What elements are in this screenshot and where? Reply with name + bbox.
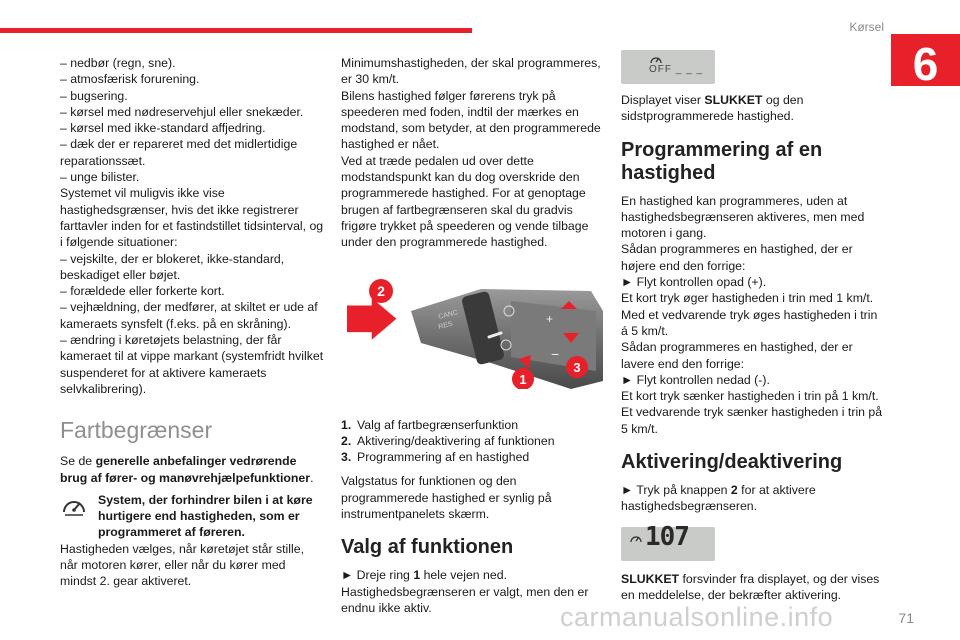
- paragraph: Hastigheden vælges, når køretøjet står stille, når motoren kører, eller når du kører med mindst 2. gear aktiveret.: [60, 541, 304, 589]
- paragraph: Et kort tryk sænker hastigheden i trin på 1 km/t.: [621, 389, 879, 404]
- list-text: Valg af fartbegrænserfunktion: [357, 417, 519, 432]
- step-text: ► Tryk på knappen: [621, 483, 731, 498]
- list-item: [341, 449, 605, 465]
- step-text-end: for at aktivere hastighedsbegrænseren.: [621, 483, 816, 514]
- paragraph: Bilens hastighed følger førerens tryk på speederen med foden, indtil der mærkes en modstand, som betyder, at den programmerede hastighed er nået.: [341, 88, 601, 152]
- step: ► Flyt kontrollen opad (+).: [621, 275, 767, 290]
- bullet-line: – unge bilister.: [60, 170, 140, 185]
- section-heading-activation: Aktivering/deaktivering: [621, 451, 843, 474]
- bullet-line: – bugsering.: [60, 88, 128, 103]
- step-text-end: hele vejen ned.: [420, 568, 507, 583]
- column-1: [60, 55, 324, 590]
- step-bold: 2: [730, 483, 738, 498]
- caption-end: og den sidstprogrammerede hastighed.: [621, 93, 804, 124]
- bullet-line: – kørsel med ikke-standard affjedring.: [60, 121, 266, 136]
- paragraph: [621, 571, 883, 604]
- bullet-line: – vejskilte, der er blokeret, ikke-standard, beskadiget eller bøjet.: [60, 251, 285, 282]
- last-text: forsvinder fra displayet, og der vises en meddelelse, der bekræfter aktivering.: [621, 571, 880, 602]
- svg-text:−: −: [551, 345, 560, 362]
- section-heading-speed-limiter: Fartbegrænser: [60, 417, 213, 444]
- paragraph: Sådan programmeres en hastighed, der er lavere end den forrige:: [621, 340, 853, 371]
- caption-text: Displayet viser: [621, 93, 705, 107]
- step: [621, 482, 883, 515]
- bullet-line: – vejhældning, der medfører, at skiltet er ude af kameraets synsfelt (f.eks. på en skråning).: [60, 300, 318, 331]
- callout-1-label: 1: [519, 371, 527, 387]
- section-title: Kørsel: [849, 20, 884, 34]
- list-number: 2.: [341, 433, 352, 448]
- chapter-tab: [891, 34, 960, 90]
- step-text: ► Drejе ring: [341, 568, 414, 583]
- display-off-text: OFF _ _ _: [649, 64, 704, 75]
- list-item: [341, 417, 605, 433]
- section-heading-programming: Programmering af en hastighed: [621, 138, 823, 184]
- callout-3-label: 3: [573, 359, 581, 375]
- hint-text: System, der forhindrer bilen i at køre hurtigere end hastigheden, som er programmeret af føreren.: [98, 492, 313, 540]
- column-2: [341, 55, 605, 616]
- legend-list: [341, 417, 605, 466]
- caption-bold: SLUKKET: [704, 93, 763, 107]
- display-active: [621, 521, 715, 561]
- step: ► Flyt kontrollen nedad (-).: [621, 372, 770, 387]
- list-text: Aktivering/deaktivering af funktionen: [357, 433, 555, 448]
- display-speed-value: 107: [645, 521, 689, 552]
- column-3: [621, 50, 883, 603]
- last-bold: SLUKKET: [621, 571, 680, 586]
- bullet-line: – forældede eller forkerte kort.: [60, 284, 225, 299]
- steering-lever-illustration: [341, 271, 603, 389]
- bullet-line: – ændring i køretøjets belastning, der får kameraet til at vippe markant (systemfridt hvilket suspenderet for at aktivere kameraets selvkalibrering).: [60, 333, 324, 396]
- intro-end: .: [310, 470, 314, 485]
- svg-text:+: +: [546, 311, 554, 326]
- bullet-line: – dæk der er repareret med det midlertidige reparationssæt.: [60, 137, 298, 168]
- intro-text: Se de: [60, 454, 96, 469]
- display-off: [621, 50, 715, 84]
- paragraph: Sådan programmeres en hastighed, der er højere end den forrige:: [621, 242, 853, 273]
- list-item: [341, 433, 605, 449]
- step-bold: 1: [413, 568, 421, 583]
- lever-label-resume: RES: [437, 320, 454, 331]
- bullet-line: – kørsel med nødreservehjul eller snekæder.: [60, 104, 304, 119]
- speedometer-icon: [629, 532, 643, 544]
- bullet-line: – nedbør (regn, sne).: [60, 56, 176, 70]
- speed-limiter-icon: [60, 494, 88, 520]
- paragraph: Hastighedsbegrænseren er valgt, men den er endnu ikke aktiv.: [341, 584, 589, 615]
- list-number: 3.: [341, 450, 352, 465]
- paragraph: Systemet vil muligvis ikke vise hastighedsgrænser, hvis det ikke registrerer farttavler inden for et fastindstillet tidsinterval, og i følgende situationer:: [60, 186, 324, 250]
- paragraph: Et kort tryk øger hastigheden i trin med 1 km/t.: [621, 291, 874, 306]
- section-heading-select-function: Valg af funktionen: [341, 536, 514, 559]
- paragraph: Minimumshastigheden, der skal programmeres, er 30 km/t.: [341, 56, 601, 87]
- intro-paragraph: [60, 453, 324, 486]
- top-accent-bar: [0, 28, 472, 33]
- step: [341, 567, 605, 583]
- list-text: Programmering af en hastighed: [357, 450, 530, 465]
- page-number: 71: [898, 610, 914, 626]
- callout-2-label: 2: [377, 282, 385, 299]
- intro-link-text: generelle anbefalinger vedrørende brug af fører- og manøvrehjælpefunktioner: [60, 454, 311, 485]
- list-number: 1.: [341, 417, 352, 432]
- hint-block: [60, 492, 324, 541]
- lever-drawing: [341, 271, 603, 389]
- lever-label-cancel: CANC: [437, 308, 459, 321]
- display-caption: [621, 92, 883, 125]
- paragraph: En hastighed kan programmeres, uden at hastighedsbegrænseren aktiveres, men med motoren i gang.: [621, 193, 865, 241]
- watermark: carmanualsonline.info: [560, 602, 834, 632]
- paragraph: Valgstatus for funktionen og den programmerede hastighed er synlig på instrumentpanelets skærm.: [341, 474, 552, 522]
- paragraph: Ved at træde pedalen ud over dette modstandspunkt kan du dog overskride den programmerede hastighed. For at genoptage brugen af fartbegrænseren skal du gradvis frigøre trykket på speederen og vende tilbage under den programmerede hastighed.: [341, 153, 589, 250]
- paragraph: Med et vedvarende tryk øges hastigheden i trin á 5 km/t.: [621, 307, 878, 338]
- bullet-line: – atmosfærisk forurening.: [60, 72, 200, 87]
- paragraph: Et vedvarende tryk sænker hastigheden i trin på 5 km/t.: [621, 405, 883, 436]
- chapter-number: 6: [912, 38, 939, 90]
